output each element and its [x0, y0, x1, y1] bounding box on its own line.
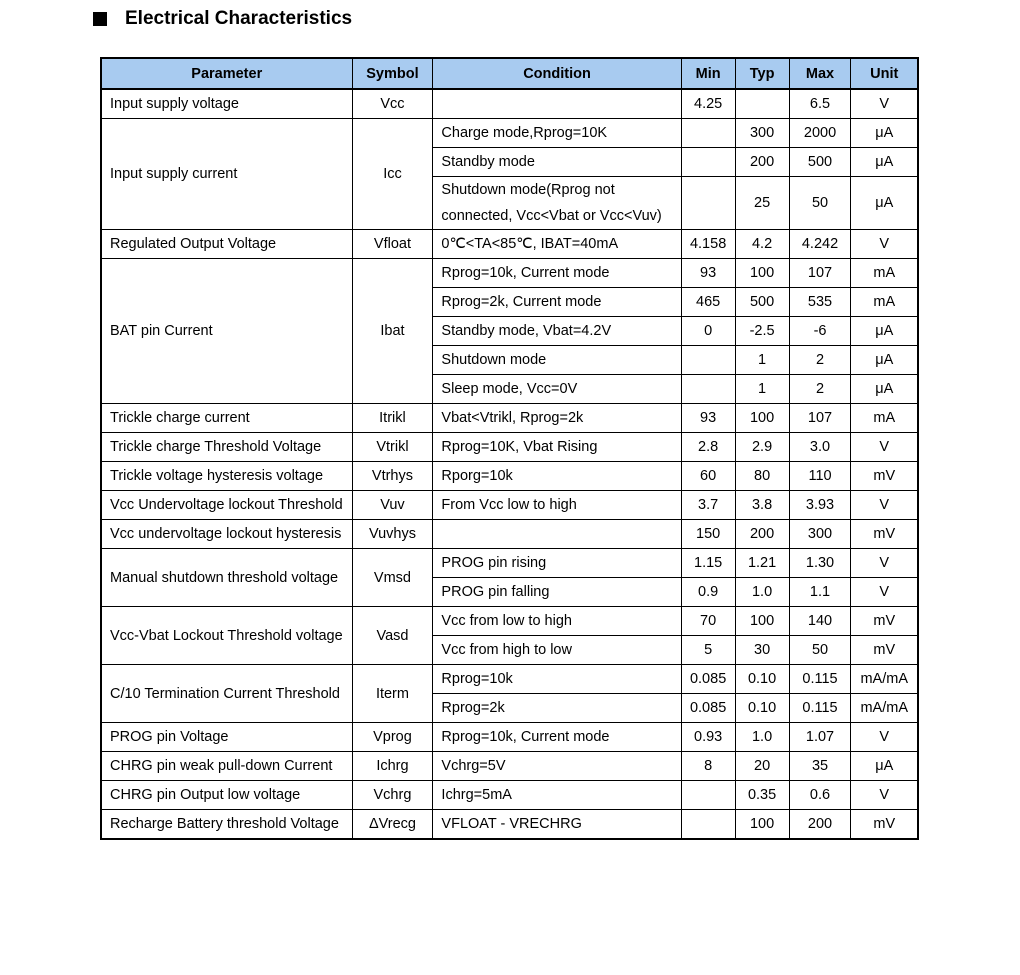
parameter-cell: Trickle charge Threshold Voltage: [101, 433, 352, 462]
min-cell: 4.158: [681, 230, 735, 259]
table-row: [101, 520, 918, 549]
min-cell: [681, 810, 735, 840]
max-cell: 50: [789, 177, 851, 230]
parameter-cell: Input supply current: [101, 119, 352, 230]
typ-cell: 200: [735, 148, 789, 177]
table-row: [101, 723, 918, 752]
min-cell: 1.15: [681, 549, 735, 578]
condition-cell: Vchrg=5V: [433, 752, 681, 781]
max-cell: 535: [789, 288, 851, 317]
min-cell: 2.8: [681, 433, 735, 462]
unit-cell: μA: [851, 752, 918, 781]
max-cell: 35: [789, 752, 851, 781]
unit-cell: mV: [851, 520, 918, 549]
max-cell: 300: [789, 520, 851, 549]
table-row: [101, 491, 918, 520]
unit-cell: mA/mA: [851, 665, 918, 694]
parameter-cell: Regulated Output Voltage: [101, 230, 352, 259]
condition-cell: [433, 89, 681, 119]
table-row: [101, 89, 918, 119]
heading-text: Electrical Characteristics: [125, 8, 353, 29]
symbol-cell: Vuvhys: [352, 520, 433, 549]
max-cell: 1.1: [789, 578, 851, 607]
typ-cell: 1.0: [735, 578, 789, 607]
column-header-typ: Typ: [735, 58, 789, 89]
symbol-cell: Vtrikl: [352, 433, 433, 462]
symbol-cell: Vcc: [352, 89, 433, 119]
min-cell: 0: [681, 317, 735, 346]
column-header-min: Min: [681, 58, 735, 89]
table-row: [101, 404, 918, 433]
condition-cell: Rprog=2k: [433, 694, 681, 723]
symbol-cell: Icc: [352, 119, 433, 230]
condition-cell: From Vcc low to high: [433, 491, 681, 520]
max-cell: 3.0: [789, 433, 851, 462]
min-cell: 150: [681, 520, 735, 549]
typ-cell: 100: [735, 607, 789, 636]
max-cell: 140: [789, 607, 851, 636]
min-cell: 4.25: [681, 89, 735, 119]
min-cell: 0.085: [681, 694, 735, 723]
typ-cell: 4.2: [735, 230, 789, 259]
condition-cell: Vbat<Vtrikl, Rprog=2k: [433, 404, 681, 433]
max-cell: 2: [789, 375, 851, 404]
table-row: [101, 752, 918, 781]
unit-cell: V: [851, 723, 918, 752]
electrical-characteristics-table: [100, 57, 919, 840]
min-cell: [681, 148, 735, 177]
square-bullet-icon: [93, 12, 107, 26]
min-cell: 93: [681, 259, 735, 288]
condition-cell: Sleep mode, Vcc=0V: [433, 375, 681, 404]
typ-cell: 300: [735, 119, 789, 148]
min-cell: 0.9: [681, 578, 735, 607]
condition-cell: Rprog=10k, Current mode: [433, 723, 681, 752]
unit-cell: mV: [851, 810, 918, 840]
table-row: [101, 462, 918, 491]
parameter-cell: Input supply voltage: [101, 89, 352, 119]
header-row: [101, 58, 918, 89]
unit-cell: μA: [851, 317, 918, 346]
unit-cell: V: [851, 578, 918, 607]
column-header-max: Max: [789, 58, 851, 89]
min-cell: 60: [681, 462, 735, 491]
unit-cell: μA: [851, 375, 918, 404]
unit-cell: μA: [851, 346, 918, 375]
parameter-cell: Trickle voltage hysteresis voltage: [101, 462, 352, 491]
typ-cell: -2.5: [735, 317, 789, 346]
max-cell: 3.93: [789, 491, 851, 520]
parameter-cell: CHRG pin weak pull-down Current: [101, 752, 352, 781]
symbol-cell: Vuv: [352, 491, 433, 520]
parameter-cell: Vcc undervoltage lockout hysteresis: [101, 520, 352, 549]
table-row: [101, 119, 918, 148]
max-cell: -6: [789, 317, 851, 346]
min-cell: 5: [681, 636, 735, 665]
max-cell: 1.07: [789, 723, 851, 752]
min-cell: 8: [681, 752, 735, 781]
max-cell: 0.6: [789, 781, 851, 810]
typ-cell: 80: [735, 462, 789, 491]
max-cell: 4.242: [789, 230, 851, 259]
table-row: [101, 549, 918, 578]
max-cell: 6.5: [789, 89, 851, 119]
max-cell: 2: [789, 346, 851, 375]
unit-cell: V: [851, 781, 918, 810]
parameter-cell: Vcc-Vbat Lockout Threshold voltage: [101, 607, 352, 665]
typ-cell: 0.10: [735, 665, 789, 694]
typ-cell: 100: [735, 810, 789, 840]
table-row: [101, 781, 918, 810]
condition-cell: Rprog=10K, Vbat Rising: [433, 433, 681, 462]
parameter-cell: PROG pin Voltage: [101, 723, 352, 752]
typ-cell: 500: [735, 288, 789, 317]
table-row: [101, 230, 918, 259]
min-cell: 0.93: [681, 723, 735, 752]
parameter-cell: Trickle charge current: [101, 404, 352, 433]
max-cell: 1.30: [789, 549, 851, 578]
typ-cell: 0.10: [735, 694, 789, 723]
column-header-parameter: Parameter: [101, 58, 352, 89]
condition-cell: PROG pin rising: [433, 549, 681, 578]
max-cell: 110: [789, 462, 851, 491]
unit-cell: mV: [851, 636, 918, 665]
parameter-cell: CHRG pin Output low voltage: [101, 781, 352, 810]
typ-cell: 0.35: [735, 781, 789, 810]
unit-cell: mV: [851, 607, 918, 636]
symbol-cell: ΔVrecg: [352, 810, 433, 840]
max-cell: 2000: [789, 119, 851, 148]
unit-cell: mA/mA: [851, 694, 918, 723]
table-body: [101, 89, 918, 839]
condition-cell: [433, 520, 681, 549]
typ-cell: 2.9: [735, 433, 789, 462]
column-header-symbol: Symbol: [352, 58, 433, 89]
parameter-cell: C/10 Termination Current Threshold: [101, 665, 352, 723]
unit-cell: mA: [851, 288, 918, 317]
min-cell: 93: [681, 404, 735, 433]
symbol-cell: Vmsd: [352, 549, 433, 607]
max-cell: 0.115: [789, 665, 851, 694]
condition-cell: 0℃<TA<85℃, IBAT=40mA: [433, 230, 681, 259]
min-cell: 70: [681, 607, 735, 636]
typ-cell: 25: [735, 177, 789, 230]
typ-cell: 100: [735, 259, 789, 288]
column-header-unit: Unit: [851, 58, 918, 89]
condition-cell: Ichrg=5mA: [433, 781, 681, 810]
max-cell: 50: [789, 636, 851, 665]
min-cell: 0.085: [681, 665, 735, 694]
typ-cell: 200: [735, 520, 789, 549]
section-heading: [93, 6, 352, 32]
condition-cell: Charge mode,Rprog=10K: [433, 119, 681, 148]
typ-cell: 100: [735, 404, 789, 433]
table-row: [101, 259, 918, 288]
parameter-cell: BAT pin Current: [101, 259, 352, 404]
typ-cell: [735, 89, 789, 119]
condition-cell: Rprog=10k: [433, 665, 681, 694]
table-row: [101, 433, 918, 462]
symbol-cell: Iterm: [352, 665, 433, 723]
min-cell: 3.7: [681, 491, 735, 520]
symbol-cell: Itrikl: [352, 404, 433, 433]
condition-cell: Rprog=2k, Current mode: [433, 288, 681, 317]
condition-cell: Vcc from low to high: [433, 607, 681, 636]
typ-cell: 30: [735, 636, 789, 665]
symbol-cell: Vfloat: [352, 230, 433, 259]
min-cell: 465: [681, 288, 735, 317]
unit-cell: μA: [851, 119, 918, 148]
symbol-cell: Vtrhys: [352, 462, 433, 491]
min-cell: [681, 375, 735, 404]
min-cell: [681, 346, 735, 375]
unit-cell: V: [851, 433, 918, 462]
min-cell: [681, 119, 735, 148]
unit-cell: V: [851, 491, 918, 520]
unit-cell: V: [851, 549, 918, 578]
condition-cell: Shutdown mode: [433, 346, 681, 375]
parameter-cell: Vcc Undervoltage lockout Threshold: [101, 491, 352, 520]
min-cell: [681, 781, 735, 810]
unit-cell: mA: [851, 259, 918, 288]
max-cell: 0.115: [789, 694, 851, 723]
parameter-cell: Recharge Battery threshold Voltage: [101, 810, 352, 840]
unit-cell: μA: [851, 177, 918, 230]
max-cell: 107: [789, 259, 851, 288]
min-cell: [681, 177, 735, 230]
typ-cell: 20: [735, 752, 789, 781]
table-row: [101, 665, 918, 694]
symbol-cell: Ibat: [352, 259, 433, 404]
unit-cell: mV: [851, 462, 918, 491]
condition-cell: Standby mode: [433, 148, 681, 177]
max-cell: 107: [789, 404, 851, 433]
condition-cell: Shutdown mode(Rprog not connected, Vcc<Vbat or Vcc<Vuv): [433, 177, 681, 230]
unit-cell: V: [851, 230, 918, 259]
symbol-cell: Vchrg: [352, 781, 433, 810]
symbol-cell: Ichrg: [352, 752, 433, 781]
table-row: [101, 810, 918, 840]
typ-cell: 1.21: [735, 549, 789, 578]
table-row: [101, 607, 918, 636]
parameter-cell: Manual shutdown threshold voltage: [101, 549, 352, 607]
typ-cell: 1: [735, 346, 789, 375]
unit-cell: mA: [851, 404, 918, 433]
unit-cell: V: [851, 89, 918, 119]
typ-cell: 3.8: [735, 491, 789, 520]
condition-cell: Vcc from high to low: [433, 636, 681, 665]
typ-cell: 1.0: [735, 723, 789, 752]
condition-cell: Standby mode, Vbat=4.2V: [433, 317, 681, 346]
symbol-cell: Vprog: [352, 723, 433, 752]
condition-cell: Rporg=10k: [433, 462, 681, 491]
condition-cell: VFLOAT - VRECHRG: [433, 810, 681, 840]
max-cell: 200: [789, 810, 851, 840]
column-header-condition: Condition: [433, 58, 681, 89]
max-cell: 500: [789, 148, 851, 177]
condition-cell: PROG pin falling: [433, 578, 681, 607]
unit-cell: μA: [851, 148, 918, 177]
symbol-cell: Vasd: [352, 607, 433, 665]
typ-cell: 1: [735, 375, 789, 404]
condition-cell: Rprog=10k, Current mode: [433, 259, 681, 288]
